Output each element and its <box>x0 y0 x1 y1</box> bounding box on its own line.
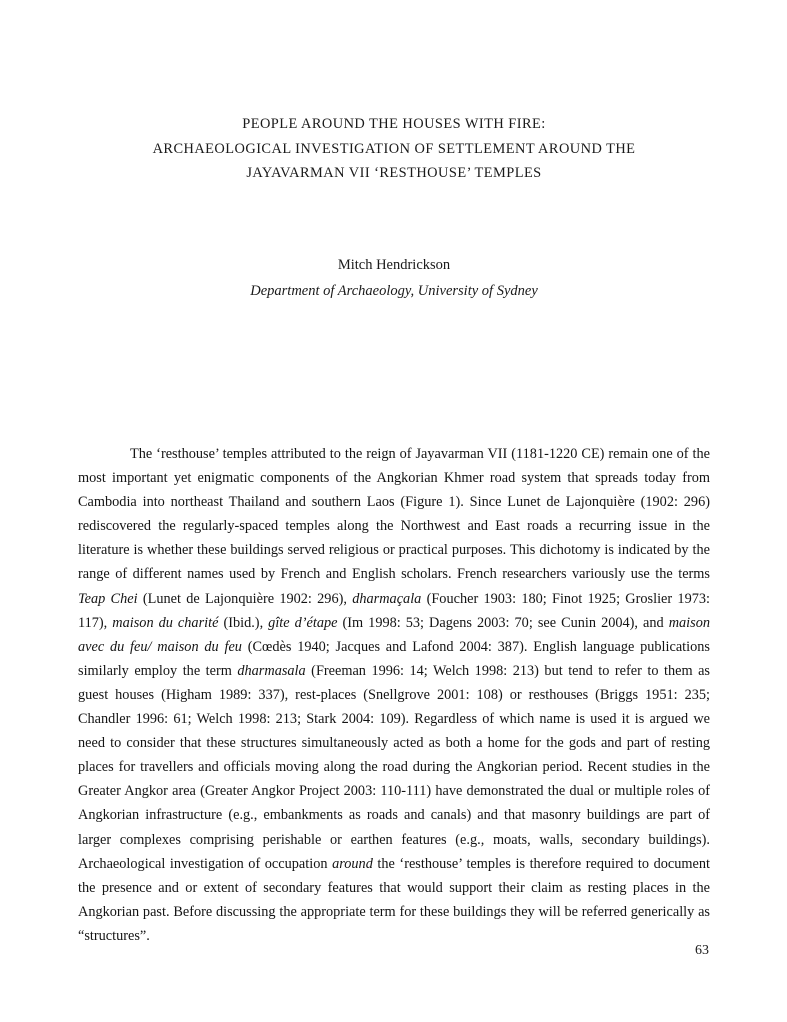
author-block <box>78 253 710 303</box>
title-line-1: PEOPLE AROUND THE HOUSES WITH FIRE: <box>242 116 546 132</box>
author-name: Mitch Hendrickson <box>337 257 451 273</box>
body-text <box>78 442 710 948</box>
title-line-2: ARCHAEOLOGICAL INVESTIGATION OF SETTLEMENT AROUND THE <box>152 140 636 157</box>
title-line-3: JAYAVARMAN VII ‘RESTHOUSE’ TEMPLES <box>246 165 542 181</box>
paper-title <box>78 112 710 186</box>
page-number: 63 <box>695 943 709 958</box>
author-affiliation: Department of Archaeology, University of Sydney <box>250 283 538 299</box>
body-paragraph: The ‘resthouse’ temples attributed to the reign of Jayavarman VII (1181-1220 CE) remain one of the most important yet enigmatic components of the Angkorian Khmer road system that spreads today from Cambodia into northeast Thailand and southern Laos (Figure 1). Since Lunet de Lajonquière (1902: 296) rediscovered the regularly-spaced temples along the Northwest and East roads a recurring issue in the literature is whether these buildings served religious or practical purposes. This dichotomy is indicated by the range of different names used by French and English scholars. French researchers variously use the terms Teap Chei (Lunet de Lajonquière 1902: 296), dharmaçala (Foucher 1903: 180; Finot 1925; Groslier 1973: 117), maison du charité (Ibid.), gîte d’étape (Im 1998: 53; Dagens 2003: 70; see Cunin 2004), and maison avec du feu/ maison du feu (Cœdès 1940; Jacques and Lafond 2004: 387). English language publications similarly employ the term dharmasala (Freeman 1996: 14; Welch 1998: 213) but tend to refer to them as guest houses (Higham 1989: 337), rest-places (Snellgrove 2001: 108) or resthouses (Briggs 1951: 235; Chandler 1996: 61; Welch 1998: 213; Stark 2004: 109). Regardless of which name is used it is argued we need to consider that these structures simultaneously acted as both a home for the gods and part of resting places for travellers and officials moving along the road during the Angkorian period. Recent studies in the Greater Angkor area (Greater Angkor Project 2003: 110-111) have demonstrated the dual or multiple roles of Angkorian infrastructure (e.g., embankments as roads and canals) and that masonry buildings are part of larger complexes comprising perishable or earthen features (e.g., moats, walls, secondary buildings). Archaeological investigation of occupation around the ‘resthouse’ temples is therefore required to document the presence and or extent of secondary features that would support their claim as resting places in the Angkorian past. Before discussing the appropriate term for these buildings they will be referred generically as “structures”. <box>78 446 710 944</box>
